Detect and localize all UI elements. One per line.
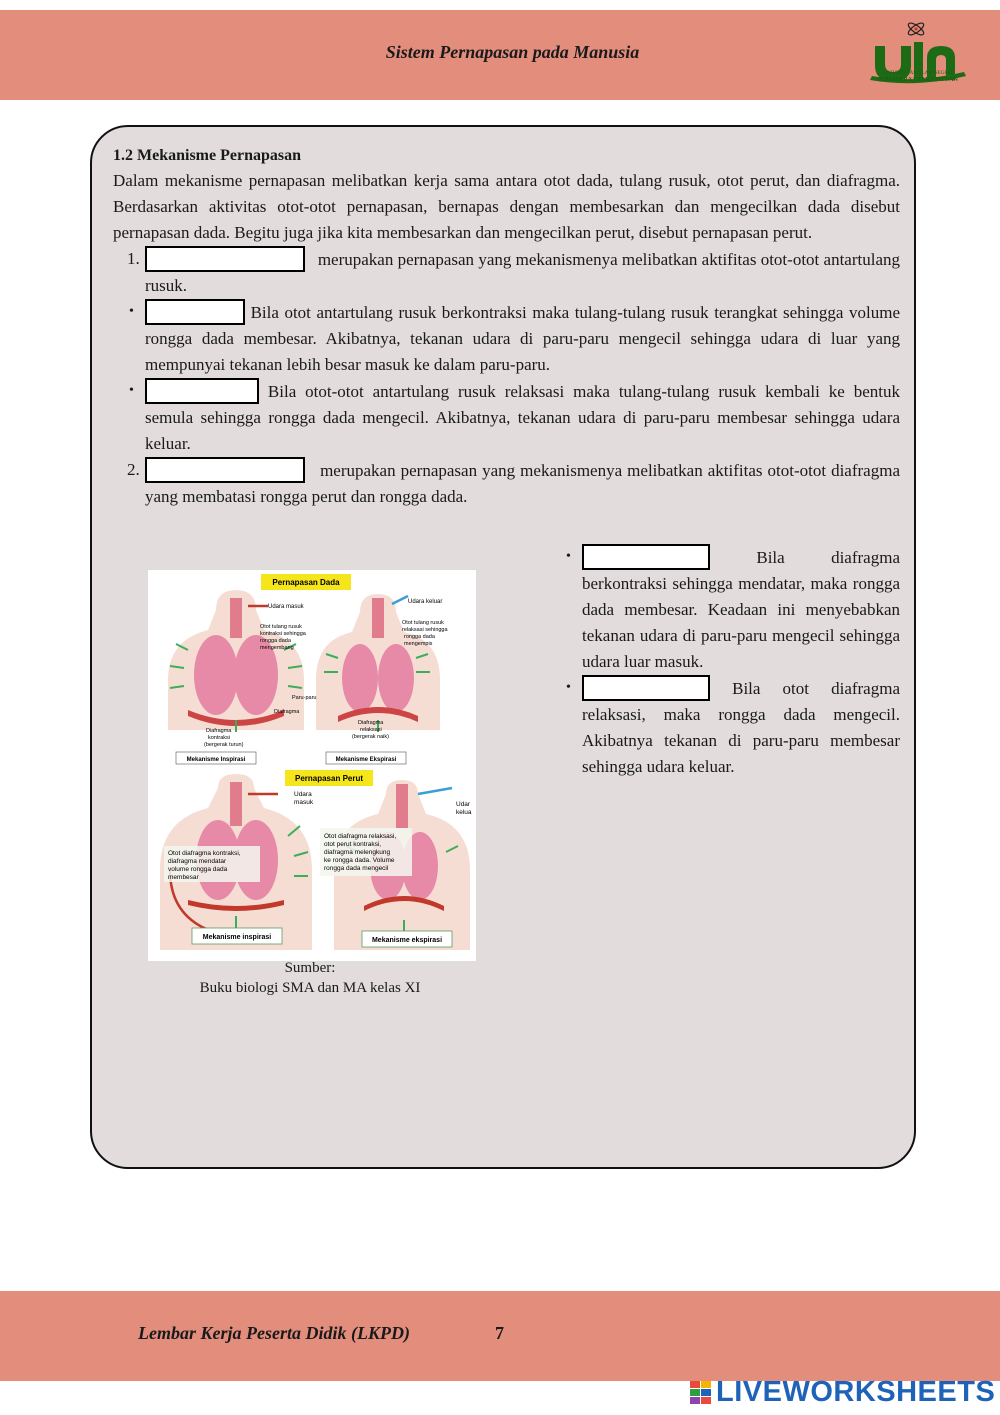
answer-box-6[interactable] xyxy=(582,675,710,701)
label-otot-kontraksi-1: Otot tulang rusuk xyxy=(260,624,302,630)
liveworksheets-text: LIVEWORKSHEETS xyxy=(716,1376,996,1408)
note-right-3: diafragma melengkung xyxy=(324,849,391,856)
question-item-1 xyxy=(113,246,900,299)
footer-band xyxy=(0,1291,1000,1381)
label-diafragma-kontraksi-1: Diafragma xyxy=(206,728,232,734)
worksheet-content xyxy=(113,144,900,510)
respiration-figure xyxy=(147,569,477,962)
bullet-dot: • xyxy=(129,304,134,319)
bullet-dot: • xyxy=(129,383,134,398)
note-right-2: otot perut kontraksi, xyxy=(324,841,382,848)
label-udara-keluar: Udara keluar xyxy=(408,599,443,605)
note-right-4: ke rongga dada. Volume xyxy=(324,857,395,864)
page-number: 7 xyxy=(495,1323,504,1343)
respiration-diagram xyxy=(148,570,476,961)
side-column xyxy=(566,544,900,780)
label-udara-masuk: Udara masuk xyxy=(268,604,304,610)
title-pernapasan-perut: Pernapasan Perut xyxy=(294,774,364,783)
answer-box-4[interactable] xyxy=(145,457,305,483)
bullet-text: Bila otot-otot antartulang rusuk relaksasi maka tulang-tulang rusuk kembali ke bentuk semula sehingga rongga dada mengecil. Akibatnya, tekanan udara di paru-paru membesar sehingga udara keluar. xyxy=(145,382,900,453)
item-text: merupakan pernapasan yang mekanismenya melibatkan aktifitas otot-otot antartulang rusuk. xyxy=(145,250,900,295)
label-otot-relaksasi-1: Otot tulang rusuk xyxy=(402,620,444,626)
label-diafragma: Diafragma xyxy=(274,709,300,715)
note-right-5: rongga dada mengecil xyxy=(324,865,389,872)
page-header-title: Sistem Pernapasan pada Manusia xyxy=(385,42,640,62)
label-diafragma-kontraksi-2: kontraksi xyxy=(208,735,231,741)
label-otot-relaksasi-2: relaksasi sehingga xyxy=(402,627,448,633)
side-bullet-text: Bila diafragma berkontraksi sehingga mendatar, maka rongga dada membesar. Keadaan ini menyebabkan tekanan udara di paru-paru mengecil sehingga udara luar masuk. xyxy=(582,548,900,671)
label-mek-ekspirasi-bottom: Mekanisme ekspirasi xyxy=(371,937,443,944)
figure-caption xyxy=(140,958,480,998)
item-number: 2. xyxy=(127,460,140,479)
bullet-item-1 xyxy=(113,299,900,378)
side-bullet-item-2 xyxy=(566,675,900,780)
note-left-3: volume rongga dada xyxy=(168,866,228,873)
label-diafragma-relaksasi-2: relaksasi xyxy=(360,727,382,733)
bullet-dot: • xyxy=(566,549,571,564)
logo-subtext: UNIVERSITAS ISLAM NEGERI xyxy=(883,71,953,76)
liveworksheets-logo-icon xyxy=(690,1381,712,1405)
note-left-4: membesar xyxy=(168,874,199,881)
bullet-item-2 xyxy=(113,378,900,457)
uin-logo xyxy=(870,12,970,98)
label-otot-kontraksi-3: rongga dada xyxy=(260,638,291,644)
header-band xyxy=(0,10,1000,100)
question-item-2 xyxy=(113,457,900,510)
label-udara-masuk-b-2: masuk xyxy=(294,799,314,806)
label-mek-ekspirasi-top: Mekanisme Ekspirasi xyxy=(335,757,397,763)
bullet-dot: • xyxy=(566,680,571,695)
label-udara-masuk-b-1: Udara xyxy=(294,791,312,798)
label-otot-relaksasi-4: mengempis xyxy=(404,641,433,647)
logo-text: SUMATERA UTARA MEDAN xyxy=(878,77,958,83)
label-paru-paru: Paru-paru xyxy=(292,695,317,701)
label-diafragma-relaksasi-1: Diafragma xyxy=(358,720,384,726)
caption-line-1: Sumber: xyxy=(284,960,336,976)
label-udara-keluar-b-2: kelua xyxy=(456,809,472,816)
atom-emblem-icon xyxy=(907,21,926,37)
side-bullet-item-1 xyxy=(566,544,900,675)
answer-box-1[interactable] xyxy=(145,246,305,272)
label-udara-keluar-b-1: Udar xyxy=(456,801,471,808)
label-otot-kontraksi-2: kontraksi sehingga xyxy=(260,631,306,637)
answer-box-2[interactable] xyxy=(145,299,245,325)
footer-title: Lembar Kerja Peserta Didik (LKPD) xyxy=(138,1323,410,1343)
liveworksheets-watermark xyxy=(690,1376,996,1408)
caption-line-2: Buku biologi SMA dan MA kelas XI xyxy=(199,980,421,996)
answer-box-5[interactable] xyxy=(582,544,710,570)
label-mek-inspirasi-top: Mekanisme Inspirasi xyxy=(186,757,246,763)
bullet-text: Bila otot antartulang rusuk berkontraksi maka tulang-tulang rusuk terangkat sehingga volume rongga dada membesar. Akibatnya, tekanan udara di paru-paru mengecil sehingga udara di luar yang mempunyai tekanan lebih besar masuk ke dalam paru-paru. xyxy=(145,303,900,374)
title-pernapasan-dada: Pernapasan Dada xyxy=(272,578,340,587)
label-diafragma-kontraksi-3: (bergerak turun) xyxy=(204,742,244,748)
logo-caption xyxy=(862,70,974,84)
label-mek-inspirasi-bottom: Mekanisme inspirasi xyxy=(202,934,272,941)
note-right-1: Otot diafragma relaksasi, xyxy=(324,833,397,840)
note-left-1: Otot diafragma kontraksi, xyxy=(168,850,241,857)
label-otot-relaksasi-3: rongga dada xyxy=(404,634,435,640)
label-otot-kontraksi-4: mengembang xyxy=(260,645,294,651)
intro-paragraph: Dalam mekanisme pernapasan melibatkan kerja sama antara otot dada, tulang rusuk, otot perut, dan diafragma. Berdasarkan aktivitas otot-otot pernapasan, bernapas dengan membesarkan dan mengecilkan dada disebut pernapasan dada. Begitu juga jika kita membesarkan dan mengecilkan perut, disebut pernapasan perut. xyxy=(113,171,900,242)
side-bullet-text: Bila otot diafragma relaksasi, maka rongga dada mengecil. Akibatnya tekanan di paru-paru membesar sehingga udara keluar. xyxy=(582,679,900,776)
note-left-2: diafragma mendatar xyxy=(168,858,227,865)
item-number: 1. xyxy=(127,249,140,268)
answer-box-3[interactable] xyxy=(145,378,259,404)
torso-expiration-top xyxy=(316,594,443,732)
section-heading: 1.2 Mekanisme Pernapasan xyxy=(113,147,301,164)
label-diafragma-relaksasi-3: (bergerak naik) xyxy=(352,734,389,740)
item-text: merupakan pernapasan yang mekanismenya melibatkan aktifitas otot-otot diafragma yang membatasi rongga perut dan rongga dada. xyxy=(145,461,900,506)
